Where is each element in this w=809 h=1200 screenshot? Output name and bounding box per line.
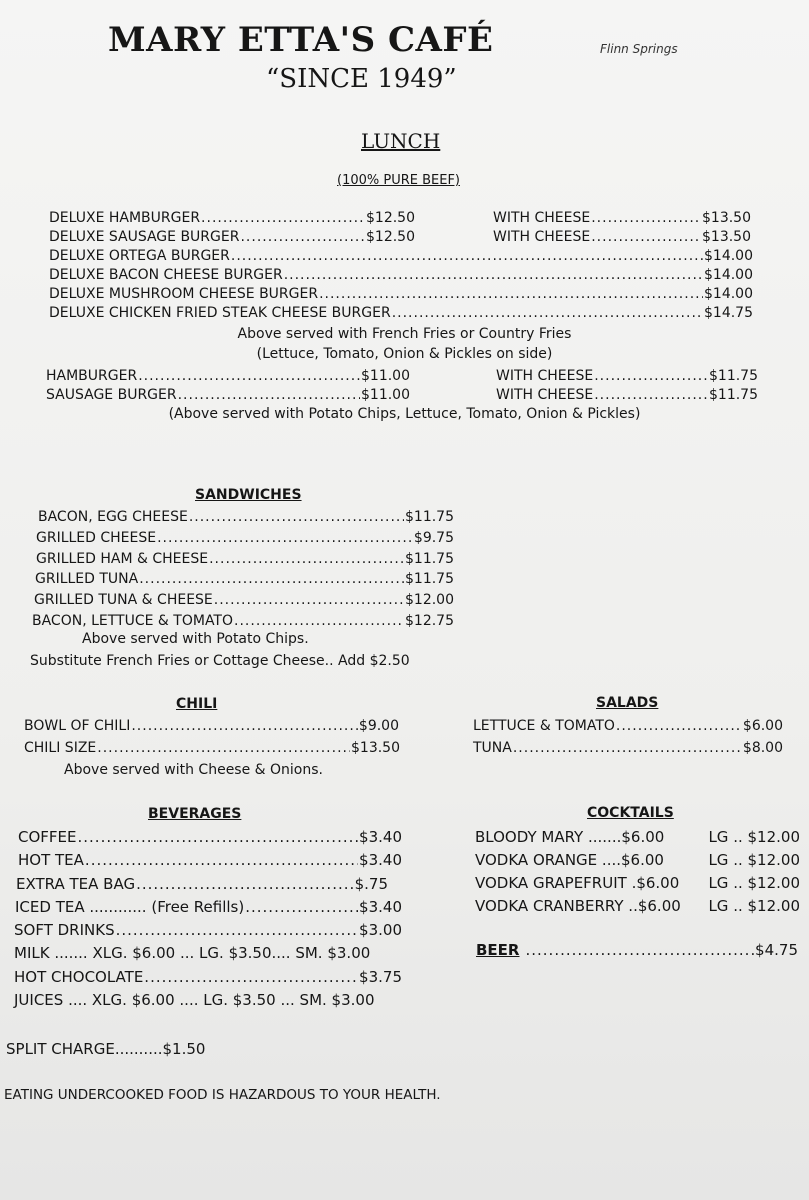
item-name: DELUXE ORTEGA BURGER xyxy=(49,248,230,264)
item-price: $3.75 xyxy=(359,967,402,986)
with-cheese-label: WITH CHEESE xyxy=(496,368,594,384)
item-price: $12.50 xyxy=(366,210,415,226)
item-name: LETTUCE & TOMATO xyxy=(473,718,615,734)
item-price: $11.00 xyxy=(361,387,410,403)
item-price: $14.00 xyxy=(704,286,753,302)
beverage-list xyxy=(14,826,402,1012)
item-name: BACON, EGG CHEESE xyxy=(38,509,188,525)
item-name: GRILLED TUNA & CHEESE xyxy=(34,592,213,609)
basic-burger-list xyxy=(46,367,761,405)
item-price: $14.00 xyxy=(704,248,753,264)
menu-item xyxy=(475,872,800,895)
menu-item xyxy=(473,738,783,760)
item-price: $14.75 xyxy=(704,305,753,321)
item-name: EXTRA TEA BAG xyxy=(16,874,136,893)
menu-item xyxy=(24,738,400,760)
item-name: GRILLED TUNA xyxy=(35,571,139,588)
beverages-heading: BEVERAGES xyxy=(148,806,242,822)
lunch-heading: LUNCH xyxy=(361,129,441,153)
item-price: $12.75 xyxy=(405,612,454,629)
lunch-subheading: (100% PURE BEEF) xyxy=(337,173,460,188)
item-name: SAUSAGE BURGER xyxy=(46,387,177,403)
menu-item xyxy=(49,304,753,323)
with-cheese-label: WITH CHEESE xyxy=(493,210,591,226)
menu-item xyxy=(49,247,753,266)
with-cheese-price: $13.50 xyxy=(702,210,751,226)
sandwich-note: Above served with Potato Chips. xyxy=(82,631,309,647)
menu-item xyxy=(475,826,800,849)
menu-item xyxy=(32,590,454,611)
menu-item xyxy=(32,569,454,590)
item-name: VODKA GRAPEFRUIT .$6.00 xyxy=(475,874,680,892)
salad-list xyxy=(473,716,783,759)
menu-item xyxy=(14,966,402,989)
chili-note: Above served with Cheese & Onions. xyxy=(64,762,323,778)
menu-item xyxy=(14,873,388,896)
item-name: JUICES .... XLG. $6.00 .... LG. $3.50 ... SM. $3.00 xyxy=(14,991,375,1010)
large-price: LG .. $12.00 xyxy=(708,874,800,892)
cafe-title: MARY ETTA'S CAFÉ xyxy=(108,20,494,60)
item-name: BOWL OF CHILI xyxy=(24,718,131,734)
item-price: $3.40 xyxy=(359,851,402,870)
sandwich-list xyxy=(32,507,454,632)
since-tagline: “SINCE 1949” xyxy=(266,64,457,94)
large-price: LG .. $12.00 xyxy=(708,897,800,915)
menu-item xyxy=(14,896,402,919)
menu-item xyxy=(32,611,454,632)
large-price: LG .. $12.00 xyxy=(708,828,800,846)
item-price: $3.40 xyxy=(359,897,402,916)
menu-item xyxy=(14,989,402,1012)
beer-label: BEER xyxy=(476,941,520,959)
split-charge-label: SPLIT CHARGE.......... xyxy=(6,1040,163,1058)
menu-item xyxy=(475,895,800,918)
item-price: $.75 xyxy=(354,874,388,893)
item-price: $8.00 xyxy=(742,739,783,756)
menu-item xyxy=(49,285,753,304)
deluxe-list xyxy=(49,209,759,323)
menu-item xyxy=(46,386,761,405)
with-cheese-price: $13.50 xyxy=(702,229,751,245)
with-cheese-price: $11.75 xyxy=(709,368,758,384)
chili-heading: CHILI xyxy=(176,696,218,712)
sandwich-substitute-note: Substitute French Fries or Cottage Cheese.. Add $2.50 xyxy=(30,653,410,669)
item-name: DELUXE SAUSAGE BURGER xyxy=(49,229,240,245)
item-price: $9.00 xyxy=(358,718,399,734)
menu-item xyxy=(32,549,454,570)
item-name: HAMBURGER xyxy=(46,368,138,384)
menu-item xyxy=(14,826,402,849)
beer-item xyxy=(476,941,798,959)
item-name: ICED TEA ............ (Free Refills) xyxy=(15,897,245,916)
item-price: $9.75 xyxy=(413,529,454,546)
with-cheese-label: WITH CHEESE xyxy=(496,387,594,403)
salads-heading: SALADS xyxy=(596,695,659,711)
item-name: MILK ....... XLG. $6.00 ... LG. $3.50.... SM. $3.00 xyxy=(14,944,371,963)
item-name: VODKA CRANBERRY ..$6.00 xyxy=(475,897,681,915)
item-price: $3.00 xyxy=(359,921,402,940)
item-name: DELUXE BACON CHEESE BURGER xyxy=(49,267,283,283)
item-name: BACON, LETTUCE & TOMATO xyxy=(32,612,234,629)
item-name: GRILLED CHEESE xyxy=(36,529,157,546)
menu-item xyxy=(49,209,759,228)
menu-item xyxy=(46,367,761,386)
item-price: $14.00 xyxy=(704,267,753,283)
with-cheese-label: WITH CHEESE xyxy=(493,229,591,245)
item-price: $12.50 xyxy=(366,229,415,245)
deluxe-note: Above served with French Fries or Country Fries xyxy=(237,326,572,342)
menu-item xyxy=(14,942,402,965)
split-charge xyxy=(6,1040,205,1058)
item-name: COFFEE xyxy=(18,828,77,846)
menu-item xyxy=(24,716,399,738)
cocktail-list xyxy=(475,826,800,918)
menu-item xyxy=(475,849,800,872)
item-price: $3.40 xyxy=(359,828,402,846)
split-charge-price: $1.50 xyxy=(162,1040,206,1058)
large-price: LG .. $12.00 xyxy=(708,851,800,869)
item-price: $13.50 xyxy=(351,739,400,756)
item-name: TUNA xyxy=(473,739,512,756)
with-cheese-price: $11.75 xyxy=(709,387,758,403)
menu-item xyxy=(32,528,454,549)
item-price: $6.00 xyxy=(742,718,783,734)
item-name: SOFT DRINKS xyxy=(14,921,115,940)
item-price: $11.75 xyxy=(405,550,454,567)
item-name: DELUXE MUSHROOM CHEESE BURGER xyxy=(49,286,319,302)
menu-item xyxy=(473,716,783,738)
item-name: VODKA ORANGE ....$6.00 xyxy=(475,851,664,869)
item-price: $11.75 xyxy=(405,571,454,588)
item-price: $12.00 xyxy=(405,592,454,609)
item-name: GRILLED HAM & CHEESE xyxy=(36,550,209,567)
sandwiches-heading: SANDWICHES xyxy=(195,487,302,503)
item-name: CHILI SIZE xyxy=(24,739,97,756)
chili-list xyxy=(24,716,400,759)
menu-item xyxy=(49,228,759,247)
basic-burger-note: (Above served with Potato Chips, Lettuce, Tomato, Onion & Pickles) xyxy=(168,406,641,422)
item-name: HOT CHOCOLATE xyxy=(14,967,144,986)
item-name: BLOODY MARY .......$6.00 xyxy=(475,828,665,846)
item-name: HOT TEA xyxy=(18,851,84,870)
menu-item xyxy=(49,266,753,285)
deluxe-note-sides: (Lettuce, Tomato, Onion & Pickles on side) xyxy=(256,346,553,362)
menu-item xyxy=(14,849,402,872)
menu-item xyxy=(14,919,402,942)
health-warning: EATING UNDERCOOKED FOOD IS HAZARDOUS TO YOUR HEALTH. xyxy=(4,1087,441,1103)
location-label: Flinn Springs xyxy=(600,42,678,56)
item-price: $11.00 xyxy=(361,368,410,384)
item-price: $11.75 xyxy=(405,509,454,525)
item-name: DELUXE CHICKEN FRIED STEAK CHEESE BURGER xyxy=(49,305,391,321)
cocktails-heading: COCKTAILS xyxy=(587,805,674,821)
menu-item xyxy=(32,507,454,528)
beer-price: $4.75 xyxy=(755,941,798,959)
item-name: DELUXE HAMBURGER xyxy=(49,210,201,226)
